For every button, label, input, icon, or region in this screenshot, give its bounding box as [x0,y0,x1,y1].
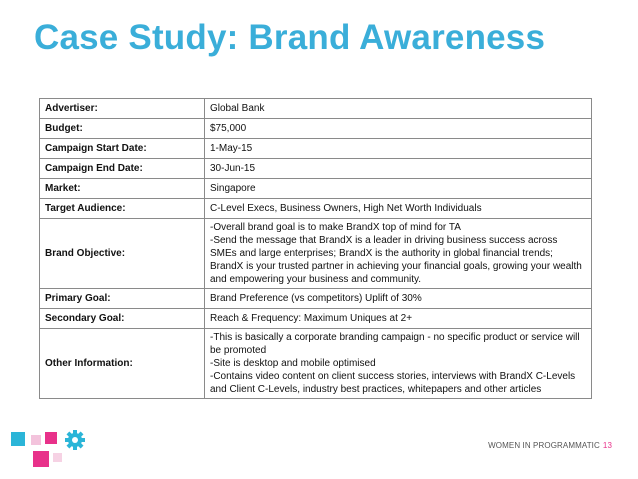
table-row [40,329,592,399]
row-label: Campaign Start Date: [40,139,205,159]
row-label: Primary Goal: [40,289,205,309]
page-number: 13 [602,441,612,450]
row-value [205,219,592,289]
row-label: Budget: [40,119,205,139]
row-value-line: -Site is desktop and mobile optimised [210,358,376,369]
row-value-line: Singapore [210,183,256,194]
row-value [205,159,592,179]
footer [488,441,612,450]
row-value [205,179,592,199]
table-row [40,179,592,199]
row-value-line: Global Bank [210,103,265,114]
row-value-line: 1-May-15 [210,143,253,154]
row-label: Advertiser: [40,99,205,119]
row-label: Secondary Goal: [40,309,205,329]
table-row [40,119,592,139]
row-label: Campaign End Date: [40,159,205,179]
table-row [40,159,592,179]
row-value [205,199,592,219]
row-value-line: $75,000 [210,123,247,134]
page-title: Case Study: Brand Awareness [34,18,546,57]
table-row [40,199,592,219]
table-row [40,309,592,329]
table-row [40,139,592,159]
row-value-line: 30-Jun-15 [210,163,256,174]
row-label: Other Information: [40,329,205,399]
row-value [205,289,592,309]
row-value [205,329,592,399]
row-value-line: -Contains video content on client success stories, interviews with BrandX C-Levels and Client C-Levels, industry best practices, whitepapers and other articles [210,371,576,395]
row-value-line: Brand Preference (vs competitors) Uplift of 30% [210,293,422,304]
table-row [40,289,592,309]
row-value [205,119,592,139]
row-value-line: Reach & Frequency: Maximum Uniques at 2+ [210,313,413,324]
row-value-line: -Send the message that BrandX is a leader in driving business success across SMEs and large enterprises; BrandX is the authority in global financial trends; BrandX is your trusted partner in achieving your financial goals, growing your wealth and empowering your business and community. [210,235,582,285]
row-label: Target Audience: [40,199,205,219]
campaign-info-table [39,98,592,399]
row-value [205,99,592,119]
table-row [40,219,592,289]
row-value [205,139,592,159]
footer-text: WOMEN IN PROGRAMMATIC [488,441,600,450]
row-value-line: C-Level Execs, Business Owners, High Net Worth Individuals [210,203,482,214]
row-value-line: -Overall brand goal is to make BrandX top of mind for TA [210,222,461,233]
row-label: Market: [40,179,205,199]
row-value-line: -This is basically a corporate branding campaign - no specific product or service will be promoted [210,332,580,356]
gear-squares-logo-icon [9,429,89,475]
row-label: Brand Objective: [40,219,205,289]
row-value [205,309,592,329]
table-row [40,99,592,119]
